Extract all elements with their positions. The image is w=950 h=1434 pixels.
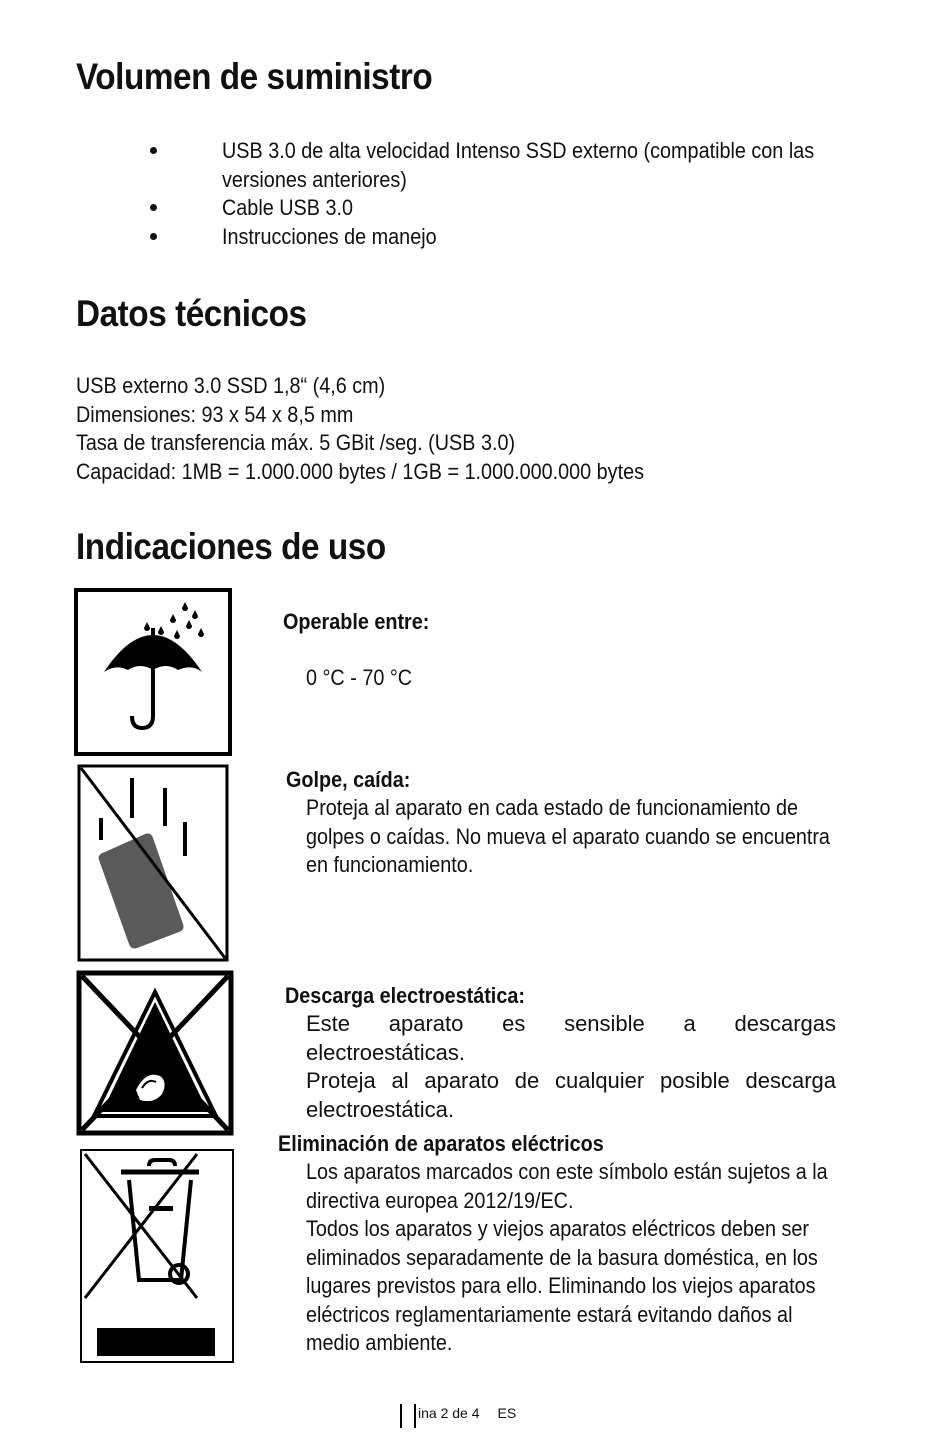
footer-mark-icon xyxy=(400,1404,416,1428)
usage-heading: Operable entre: xyxy=(283,609,430,634)
usage-text: eléctricos reglamentariamente estará evitando daños al xyxy=(306,1301,793,1327)
list-item: USB 3.0 de alta velocidad Intenso SSD externo (compatible con las versiones anteriores) xyxy=(0,137,880,194)
tech-line: Dimensiones: 93 x 54 x 8,5 mm xyxy=(76,401,354,427)
no-esd-icon xyxy=(76,970,234,1136)
tech-data xyxy=(76,372,707,486)
usage-text: electroestática. xyxy=(306,1096,454,1122)
tech-line: Tasa de transferencia máx. 5 GBit /seg. (USB 3.0) xyxy=(76,430,516,455)
usage-text: Este aparato es sensible a descargas electroestáticas. xyxy=(306,1011,836,1065)
bullet-icon xyxy=(150,147,157,154)
umbrella-rain-icon xyxy=(74,588,232,756)
usage-text: lugares previstos para ello. Eliminando los viejos aparatos xyxy=(306,1273,816,1298)
section-title-supply: Volumen de suministro xyxy=(76,56,433,97)
usage-text: eliminados separadamente de la basura doméstica, en los xyxy=(306,1244,818,1270)
language-code: ES xyxy=(497,1405,517,1421)
page-footer xyxy=(400,1404,516,1428)
section-title-tech: Datos técnicos xyxy=(76,293,307,334)
bullet-icon xyxy=(150,233,157,240)
no-drop-icon xyxy=(77,764,229,962)
usage-text: Proteja al aparato de cualquier posible descarga xyxy=(306,1068,836,1093)
usage-text: medio ambiente. xyxy=(306,1330,453,1355)
section-title-usage: Indicaciones de uso xyxy=(76,526,386,567)
usage-text: Proteja al aparato en cada estado de funcionamiento de xyxy=(306,795,799,820)
usage-heading: Eliminación de aparatos eléctricos xyxy=(278,1131,604,1156)
list-item: Instrucciones de manejo xyxy=(0,223,880,252)
supply-list xyxy=(0,137,880,251)
temperature-range: 0 °C - 70 °C xyxy=(306,665,413,690)
list-item: Cable USB 3.0 xyxy=(0,194,880,223)
usage-heading: Descarga electroestática: xyxy=(285,983,525,1008)
tech-line: Capacidad: 1MB = 1.000.000 bytes / 1GB = 1.000.000.000 bytes xyxy=(76,458,644,484)
tech-line: USB externo 3.0 SSD 1,8“ (4,6 cm) xyxy=(76,373,386,398)
usage-text: directiva europea 2012/19/EC. xyxy=(306,1187,574,1213)
usage-heading: Golpe, caída: xyxy=(286,767,411,792)
weee-bin-icon xyxy=(79,1148,235,1364)
usage-text: Los aparatos marcados con este símbolo están sujetos a la xyxy=(306,1159,828,1184)
usage-text: Todos los aparatos y viejos aparatos eléctricos deben ser xyxy=(306,1216,809,1241)
bullet-icon xyxy=(150,204,157,211)
usage-text: golpes o caídas. No mueva el aparato cuando se encuentra xyxy=(306,823,830,849)
page-number: ina 2 de 4 xyxy=(418,1405,480,1421)
usage-text: en funcionamiento. xyxy=(306,852,474,877)
